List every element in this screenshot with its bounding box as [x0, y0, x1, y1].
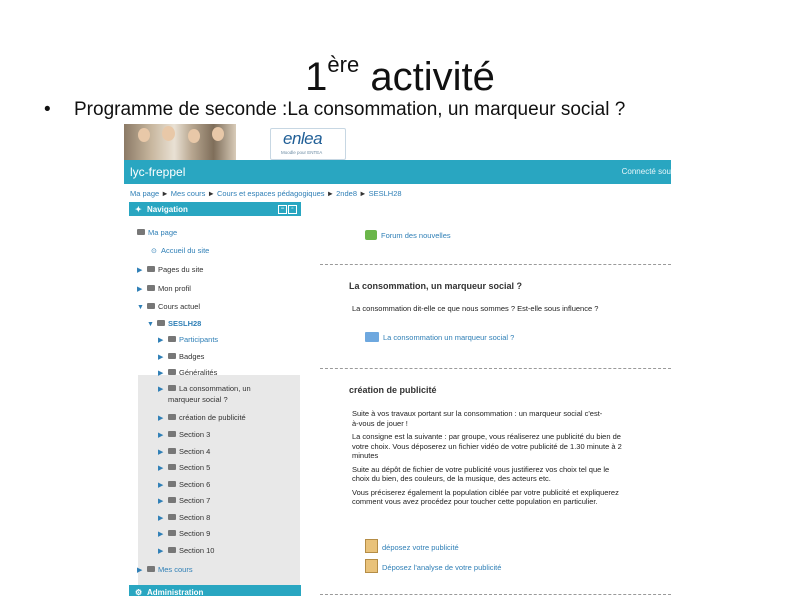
forum-icon — [365, 230, 377, 240]
expand-arrow-icon: ▶ — [158, 370, 164, 377]
bullet-dot: • — [44, 99, 51, 120]
nav-generalites[interactable]: ▶ Généralités — [158, 368, 218, 377]
nav-section-3[interactable]: ▶ Section 3 — [158, 430, 211, 439]
navigation-icon: ✦ — [135, 205, 142, 214]
section-title: La consommation, un marqueur social ? — [349, 281, 523, 291]
breadcrumb-item[interactable]: 2nde8 — [336, 189, 357, 198]
folder-icon — [168, 464, 176, 470]
breadcrumb-item[interactable]: SESLH28 — [368, 189, 402, 198]
entea-logo[interactable]: enlea Moodle pour ENTEA — [270, 128, 346, 160]
section-title: création de publicité — [349, 385, 437, 395]
expand-arrow-icon: ▶ — [158, 482, 164, 489]
expand-arrow-icon: ▶ — [158, 337, 164, 344]
expand-arrow-icon: ▶ — [137, 567, 143, 574]
expand-arrow-icon: ▶ — [158, 498, 164, 505]
section-divider — [320, 368, 671, 369]
expand-arrow-icon: ▶ — [158, 515, 164, 522]
folder-icon — [168, 530, 176, 536]
site-banner — [124, 124, 671, 160]
bullet-text: Programme de seconde :La consommation, un marqueur social ? — [74, 99, 626, 120]
navigation-header: ✦ Navigation − ▫ — [129, 202, 301, 216]
navigation-block — [129, 202, 301, 574]
breadcrumb-item[interactable]: Ma page — [130, 189, 160, 198]
folder-icon — [147, 285, 155, 291]
expand-arrow-icon: ▶ — [158, 531, 164, 538]
expand-arrow-icon: ▶ — [137, 286, 143, 293]
section-summary: Suite à vos travaux portant sur la consommation : un marqueur social c'est- à-vous de jouer ! La consigne est la suivante : par groupe, vous réaliserez une publicité du bien de votre choix. Vous déposerez un fichier vidéo de votre publicité de 1.30 minute à 2 minutes Suite au dépôt de fichier de votre publicité vous justifierez vos choix tel que le choix du bien, des couleurs, de la musique, des acteurs etc. Vous préciserez également la population ciblée par votre publicité et expliquerez comment vous avez procédez pour toucher cette population en particulier. — [352, 409, 622, 506]
expand-arrow-icon: ▶ — [158, 449, 164, 456]
slide-title: 1ère activité — [305, 52, 495, 99]
collapse-icon[interactable]: − — [278, 205, 287, 214]
assignment-icon — [365, 559, 378, 573]
forum-link[interactable]: Forum des nouvelles — [365, 230, 451, 240]
folder-icon — [168, 369, 176, 375]
folder-icon — [147, 566, 155, 572]
expand-arrow-icon: ▶ — [158, 415, 164, 422]
nav-consommation[interactable]: ▶ La consommation, un marqueur social ? — [158, 384, 251, 404]
nav-section-5[interactable]: ▶ Section 5 — [158, 463, 211, 472]
folder-icon — [147, 303, 155, 309]
folder-icon — [147, 266, 155, 272]
folder-icon — [168, 497, 176, 503]
folder-icon — [168, 481, 176, 487]
folder-icon — [365, 332, 379, 342]
breadcrumb-item[interactable]: Mes cours — [170, 189, 206, 198]
nav-participants[interactable]: ▶ Participants — [158, 335, 219, 344]
administration-header[interactable]: ⚙ Administration — [129, 585, 301, 596]
expand-arrow-icon: ▶ — [158, 465, 164, 472]
nav-mon-profil[interactable]: ▶ Mon profil — [137, 284, 191, 293]
expand-arrow-icon: ▶ — [158, 386, 164, 393]
nav-section-6[interactable]: ▶ Section 6 — [158, 480, 211, 489]
nav-section-4[interactable]: ▶ Section 4 — [158, 447, 211, 456]
assignment-icon — [365, 539, 378, 553]
collapse-arrow-icon: ▼ — [137, 304, 144, 311]
folder-icon — [157, 320, 165, 326]
top-bar — [124, 160, 671, 184]
folder-icon — [168, 514, 176, 520]
nav-accueil[interactable]: ⊙ Accueil du site — [151, 246, 210, 255]
section-summary: La consommation dit-elle ce que nous sommes ? Est-elle sous influence ? — [352, 304, 599, 313]
section-divider — [320, 594, 671, 595]
slide-bullet — [44, 99, 625, 121]
nav-mes-cours[interactable]: ▶ Mes cours — [137, 565, 193, 574]
banner-photo — [124, 124, 236, 160]
nav-cours-actuel[interactable]: ▼ Cours actuel — [137, 302, 201, 311]
section-divider — [320, 264, 671, 265]
breadcrumb-item[interactable]: Cours et espaces pédagogiques — [216, 189, 325, 198]
folder-icon — [168, 448, 176, 454]
expand-arrow-icon: ▶ — [158, 354, 164, 361]
expand-arrow-icon: ▶ — [158, 432, 164, 439]
nav-section-8[interactable]: ▶ Section 8 — [158, 513, 211, 522]
expand-arrow-icon: ▶ — [158, 548, 164, 555]
nav-creation-publicite[interactable]: ▶ création de publicité — [158, 413, 246, 422]
assignment-link[interactable]: Déposez l'analyse de votre publicité — [365, 559, 501, 573]
folder-icon — [168, 547, 176, 553]
gear-icon: ⚙ — [135, 588, 143, 596]
nav-section-10[interactable]: ▶ Section 10 — [158, 546, 215, 555]
folder-icon — [168, 414, 176, 420]
nav-course-seslh28[interactable]: ▼ SESLH28 — [147, 319, 202, 328]
folder-icon — [168, 336, 176, 342]
nav-badges[interactable]: ▶ Badges — [158, 352, 205, 361]
nav-pages-du-site[interactable]: ▶ Pages du site — [137, 265, 204, 274]
breadcrumb: Ma page ► Mes cours ► Cours et espaces pédagogiques ► 2nde8 ► SESLH28 — [130, 189, 402, 198]
expand-arrow-icon: ▶ — [137, 267, 143, 274]
collapse-arrow-icon: ▼ — [147, 321, 154, 328]
folder-icon — [168, 385, 176, 391]
folder-link[interactable]: La consommation un marqueur social ? — [365, 332, 514, 342]
nav-section-7[interactable]: ▶ Section 7 — [158, 496, 211, 505]
folder-icon — [168, 353, 176, 359]
moodle-screenshot — [124, 124, 671, 596]
folder-icon — [137, 229, 145, 235]
folder-icon — [168, 431, 176, 437]
home-icon: ⊙ — [151, 248, 157, 255]
nav-section-9[interactable]: ▶ Section 9 — [158, 529, 211, 538]
nav-ma-page[interactable]: Ma page — [137, 228, 177, 238]
assignment-link[interactable]: déposez votre publicité — [365, 539, 459, 553]
dock-icon[interactable]: ▫ — [288, 205, 297, 214]
site-name[interactable]: lyc-freppel — [130, 165, 186, 179]
login-info: Connecté sou — [621, 167, 671, 176]
